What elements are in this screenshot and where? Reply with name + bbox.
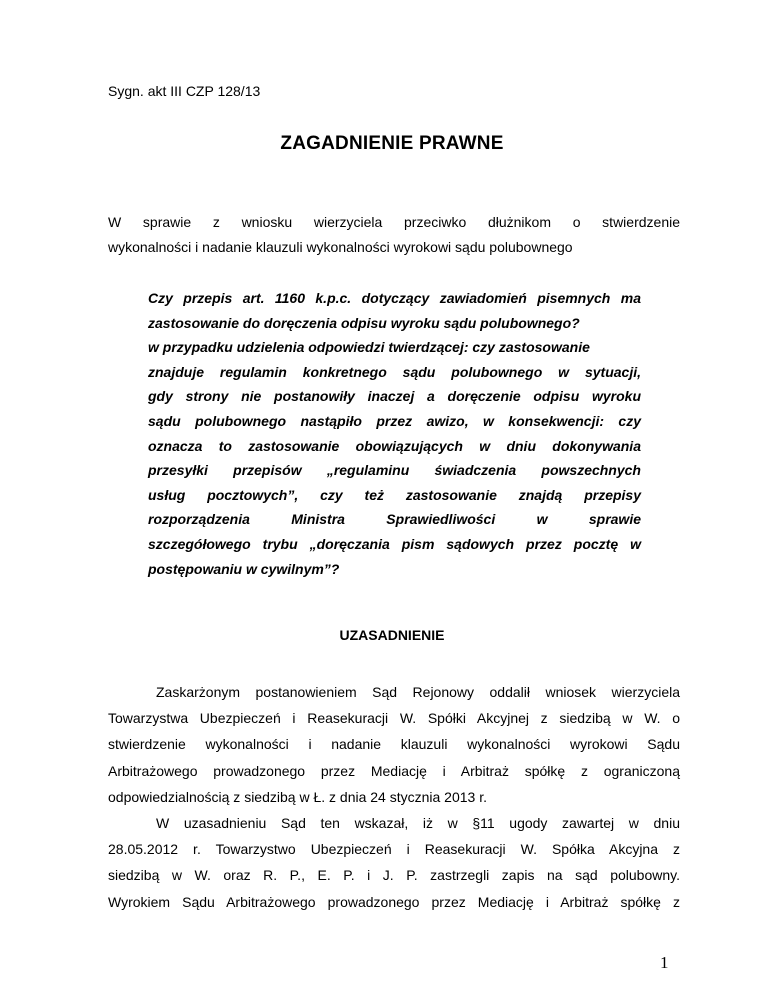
question-line: oznacza to zastosowanie obowiązujących w dniu dokonywania xyxy=(148,437,641,454)
body-line: Arbitrażowego prowadzonego przez Mediację i Arbitraż spółkę z ograniczoną xyxy=(108,762,680,779)
legal-question xyxy=(148,286,641,581)
intro-line: wykonalności i nadanie klauzuli wykonalności wyrokowi sądu polubownego xyxy=(108,239,573,255)
body-line: siedzibą w W. oraz R. P., E. P. i J. P. zastrzegli zapis na sąd polubowny. xyxy=(108,867,680,884)
intro-paragraph xyxy=(108,210,680,260)
question-line: znajduje regulamin konkretnego sądu polubownego w sytuacji, xyxy=(148,363,641,380)
page-number: 1 xyxy=(660,953,669,972)
body-line: W uzasadnieniu Sąd ten wskazał, iż w §11 ugody zawartej w dniu xyxy=(156,815,680,832)
question-line: postępowaniu w cywilnym”? xyxy=(148,560,340,577)
body-line: odpowiedzialnością z siedzibą w Ł. z dnia 24 stycznia 2013 r. xyxy=(108,788,487,805)
question-line: szczegółowego trybu „doręczania pism sądowych przez pocztę w xyxy=(148,535,641,552)
question-line: sądu polubownego nastąpiło przez awizo, w konsekwencji: czy xyxy=(148,412,641,429)
body-line: Zaskarżonym postanowieniem Sąd Rejonowy oddalił wniosek wierzyciela xyxy=(156,684,680,700)
question-line: zastosowanie do doręczenia odpisu wyroku sądu polubownego? xyxy=(148,314,580,331)
question-line: Czy przepis art. 1160 k.p.c. dotyczący zawiadomień pisemnych ma xyxy=(148,290,641,306)
question-line: gdy strony nie postanowiły inaczej a doręczenie odpisu wyroku xyxy=(148,388,641,405)
question-line: w przypadku udzielenia odpowiedzi twierdzącej: czy zastosowanie xyxy=(148,339,590,356)
body-line: stwierdzenie wykonalności i nadanie klauzuli wykonalności wyrokowi Sądu xyxy=(108,736,680,753)
body-line: Towarzystwa Ubezpieczeń i Reasekuracji W. Spółki Akcyjnej z siedzibą w W. o xyxy=(108,710,680,727)
body-line: Wyrokiem Sądu Arbitrażowego prowadzonego przez Mediację i Arbitraż spółkę z xyxy=(108,893,680,910)
case-signature: Sygn. akt III CZP 128/13 xyxy=(108,83,261,99)
body-line: 28.05.2012 r. Towarzystwo Ubezpieczeń i Reasekuracji W. Spółka Akcyjna z xyxy=(108,841,680,858)
question-line: usług pocztowych”, czy też zastosowanie znajdą przepisy xyxy=(148,486,641,503)
reasoning-body xyxy=(108,679,680,915)
question-line: przesyłki przepisów „regulaminu świadczenia powszechnych xyxy=(148,462,641,479)
intro-line: W sprawie z wniosku wierzyciela przeciwko dłużnikom o stwierdzenie xyxy=(108,214,680,230)
document-title: ZAGADNIENIE PRAWNE xyxy=(280,133,504,154)
reasoning-heading: UZASADNIENIE xyxy=(339,627,445,643)
question-line: rozporządzenia Ministra Sprawiedliwości w sprawie xyxy=(148,511,641,528)
